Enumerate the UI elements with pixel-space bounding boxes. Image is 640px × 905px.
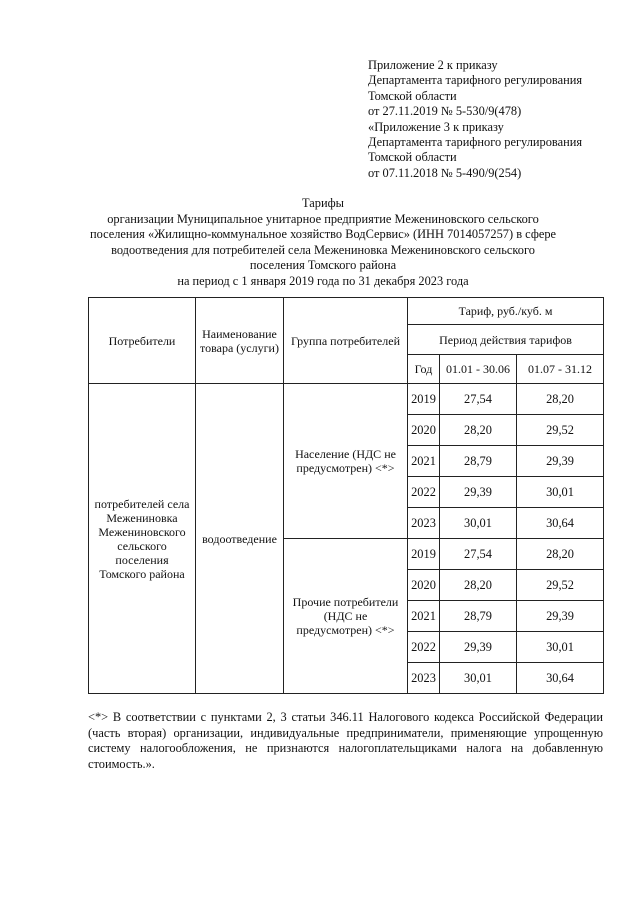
header-product: Наименование товара (услуги) — [196, 298, 284, 384]
header-year: Год — [408, 355, 440, 384]
tariff-h2-cell: 30,01 — [517, 477, 604, 508]
title-line: поселения «Жилищно-коммунальное хозяйство ВодСервис» (ИНН 7014057257) в сфере — [89, 227, 557, 242]
year-cell: 2023 — [408, 663, 440, 694]
header-line: Департамента тарифного регулирования — [368, 73, 583, 88]
group-cell-others: Прочие потребители (НДС не предусмотрен) <*> — [284, 539, 408, 694]
header-consumers: Потребители — [89, 298, 196, 384]
tariff-h2-cell: 29,39 — [517, 446, 604, 477]
title-line: организации Муниципальное унитарное предприятие Межениновского сельского — [107, 211, 539, 226]
tax-footnote: <*> В соответствии с пунктами 2, 3 статьи 346.11 Налогового кодекса Российской Федерации (часть вторая) организации, индивидуальные предприниматели, применяющие упрощенную систему налогообложения, не признаются налогоплательщиками налога на добавленную стоимость.». — [88, 710, 603, 771]
tariff-h1-cell: 28,20 — [440, 415, 517, 446]
tariff-h2-cell: 29,39 — [517, 601, 604, 632]
title-line: на период с 1 января 2019 года по 31 декабря 2023 года — [177, 273, 469, 288]
table-row — [89, 384, 604, 415]
title-line: поселения Томского района — [249, 258, 397, 273]
consumers-cell: потребителей села Межениновка Межениновского сельского поселения Томского района — [89, 384, 196, 694]
header-period: Период действия тарифов — [408, 325, 604, 355]
tariff-h1-cell: 30,01 — [440, 663, 517, 694]
year-cell: 2023 — [408, 508, 440, 539]
year-cell: 2019 — [408, 539, 440, 570]
header-tariff: Тариф, руб./куб. м — [408, 298, 604, 325]
tariff-h1-cell: 30,01 — [440, 508, 517, 539]
tariff-h2-cell: 28,20 — [517, 384, 604, 415]
document-title — [88, 196, 558, 290]
tariff-h1-cell: 28,20 — [440, 570, 517, 601]
year-cell: 2019 — [408, 384, 440, 415]
tariff-h2-cell: 29,52 — [517, 415, 604, 446]
title-heading: Тарифы — [302, 196, 344, 210]
header-line: Приложение 2 к приказу — [368, 58, 498, 72]
tariff-h1-cell: 28,79 — [440, 601, 517, 632]
tariff-h2-cell: 30,64 — [517, 663, 604, 694]
year-cell: 2020 — [408, 415, 440, 446]
header-line: от 27.11.2019 № 5-530/9(478) — [368, 104, 522, 119]
header-line: от 07.11.2018 № 5-490/9(254) — [368, 165, 522, 180]
header-line: Томской области — [368, 88, 457, 103]
tariff-h2-cell: 28,20 — [517, 539, 604, 570]
year-cell: 2021 — [408, 446, 440, 477]
header-line: Департамента тарифного регулирования — [368, 135, 583, 150]
year-cell: 2022 — [408, 632, 440, 663]
year-cell: 2022 — [408, 477, 440, 508]
header-line: «Приложение 3 к приказу — [368, 119, 504, 134]
tariff-h2-cell: 30,01 — [517, 632, 604, 663]
header-line: Томской области — [368, 150, 457, 165]
header-group: Группа потребителей — [284, 298, 408, 384]
header-half1: 01.01 - 30.06 — [440, 355, 517, 384]
tariff-h2-cell: 29,52 — [517, 570, 604, 601]
tariff-h1-cell: 27,54 — [440, 539, 517, 570]
tariff-h1-cell: 29,39 — [440, 477, 517, 508]
order-reference-block — [368, 58, 582, 181]
year-cell: 2020 — [408, 570, 440, 601]
product-cell: водоотведение — [196, 384, 284, 694]
tariff-h1-cell: 29,39 — [440, 632, 517, 663]
tariff-h2-cell: 30,64 — [517, 508, 604, 539]
header-half2: 01.07 - 31.12 — [517, 355, 604, 384]
year-cell: 2021 — [408, 601, 440, 632]
tariff-table — [88, 297, 604, 694]
tariff-h1-cell: 28,79 — [440, 446, 517, 477]
title-line: водоотведения для потребителей села Межениновка Межениновского сельского — [111, 242, 535, 257]
tariff-h1-cell: 27,54 — [440, 384, 517, 415]
group-cell-population: Население (НДС не предусмотрен) <*> — [284, 384, 408, 539]
